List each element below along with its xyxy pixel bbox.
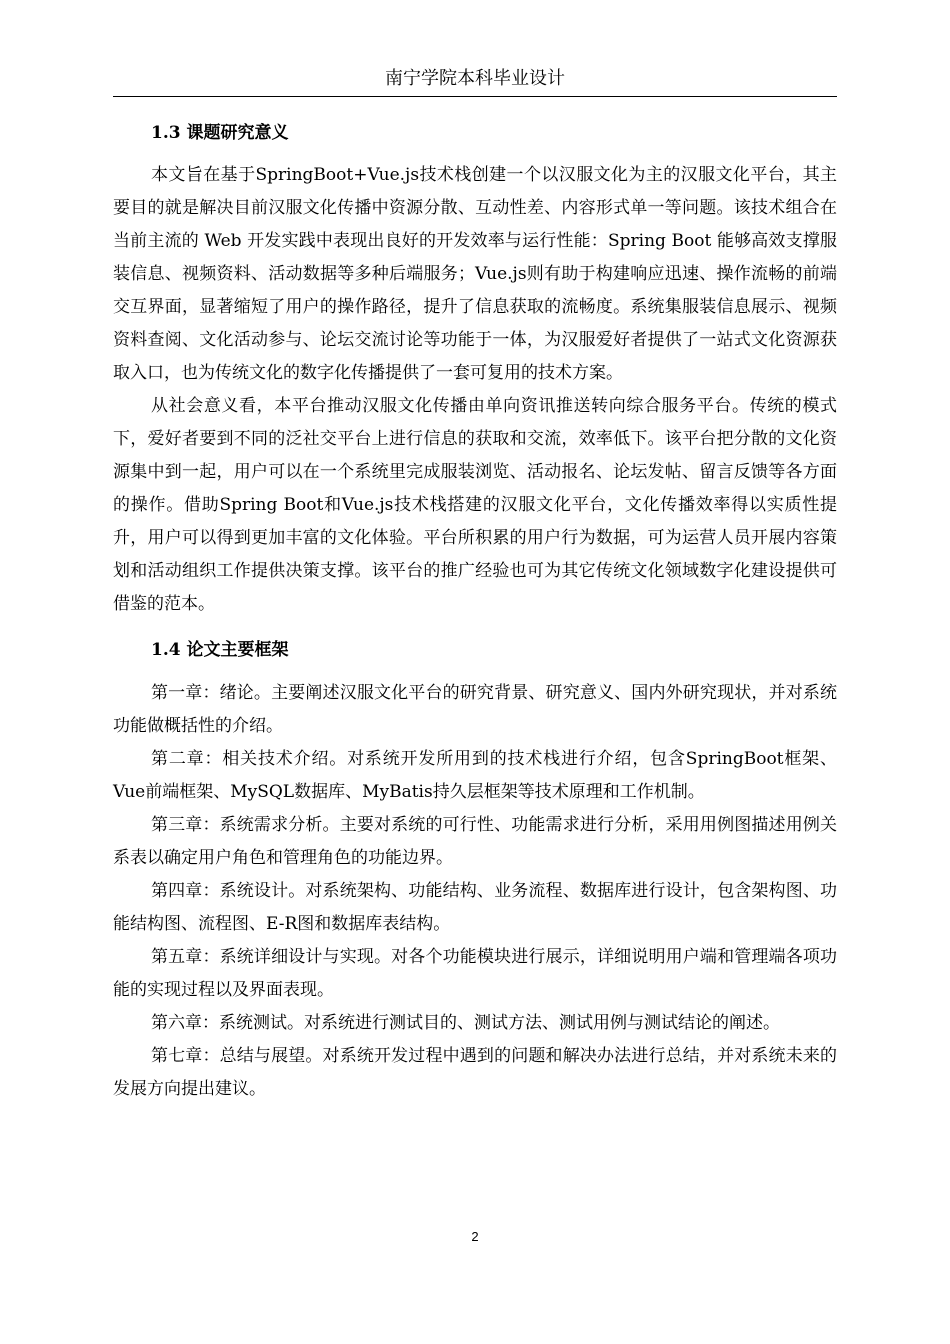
paragraph: 从社会意义看，本平台推动汉服文化传播由单向资讯推送转向综合服务平台。传统的模式下，爱好者要到不同的泛社交平台上进行信息的获取和交流，效率低下。该平台把分散的文化资源集中到一起，用户可以在一个系统里完成服装浏览、活动报名、论坛发帖、留言反馈等各方面的操作。借助Spring Boot和Vue.js技术栈搭建的汉服文化平台，文化传播效率得以实质性提升，用户可以得到更加丰富的文化体验。平台所积累的用户行为数据，可为运营人员开展内容策划和活动组织工作提供决策支撑。该平台的推广经验也可为其它传统文化领域数字化建设提供可借鉴的范本。 <box>113 396 837 614</box>
header-divider <box>113 96 837 97</box>
paragraph: 本文旨在基于SpringBoot+Vue.js技术栈创建一个以汉服文化为主的汉服文化平台，其主要目的就是解决目前汉服文化传播中资源分散、互动性差、内容形式单一等问题。该技术组合在当前主流的 Web 开发实践中表现出良好的开发效率与运行性能：Spring Boot 能够高效支撑服装信息、视频资料、活动数据等多种后端服务；Vue.js则有助于构建响应迅速、操作流畅的前端交互界面，显著缩短了用户的操作路径，提升了信息获取的流畅度。系统集服装信息展示、视频资料查阅、文化活动参与、论坛交流讨论等功能于一体，为汉服爱好者提供了一站式文化资源获取入口，也为传统文化的数字化传播提供了一套可复用的技术方案。 <box>113 165 837 383</box>
chapter-summary-3: 第三章：系统需求分析。主要对系统的可行性、功能需求进行分析，采用用例图描述用例关系表以确定用户角色和管理角色的功能边界。 <box>113 815 837 868</box>
document-body <box>113 116 837 1106</box>
page-header: 南宁学院本科毕业设计 <box>385 68 565 89</box>
page-number: 2 <box>471 1229 479 1244</box>
section-heading-1-4: 1.4 论文主要框架 <box>151 640 289 660</box>
chapter-summary-4: 第四章：系统设计。对系统架构、功能结构、业务流程、数据库进行设计，包含架构图、功能结构图、流程图、E-R图和数据库表结构。 <box>113 881 837 934</box>
chapter-summary-6: 第六章：系统测试。对系统进行测试目的、测试方法、测试用例与测试结论的阐述。 <box>151 1013 780 1033</box>
section-heading-1-3: 1.3 课题研究意义 <box>151 123 289 143</box>
chapter-summary-5: 第五章：系统详细设计与实现。对各个功能模块进行展示，详细说明用户端和管理端各项功能的实现过程以及界面表现。 <box>113 947 837 1000</box>
chapter-summary-7: 第七章：总结与展望。对系统开发过程中遇到的问题和解决办法进行总结，并对系统未来的发展方向提出建议。 <box>113 1046 837 1099</box>
chapter-summary-2: 第二章：相关技术介绍。对系统开发所用到的技术栈进行介绍，包含SpringBoot框架、Vue前端框架、MySQL数据库、MyBatis持久层框架等技术原理和工作机制。 <box>113 749 837 802</box>
chapter-summary-1: 第一章：绪论。主要阐述汉服文化平台的研究背景、研究意义、国内外研究现状，并对系统功能做概括性的介绍。 <box>113 683 837 736</box>
